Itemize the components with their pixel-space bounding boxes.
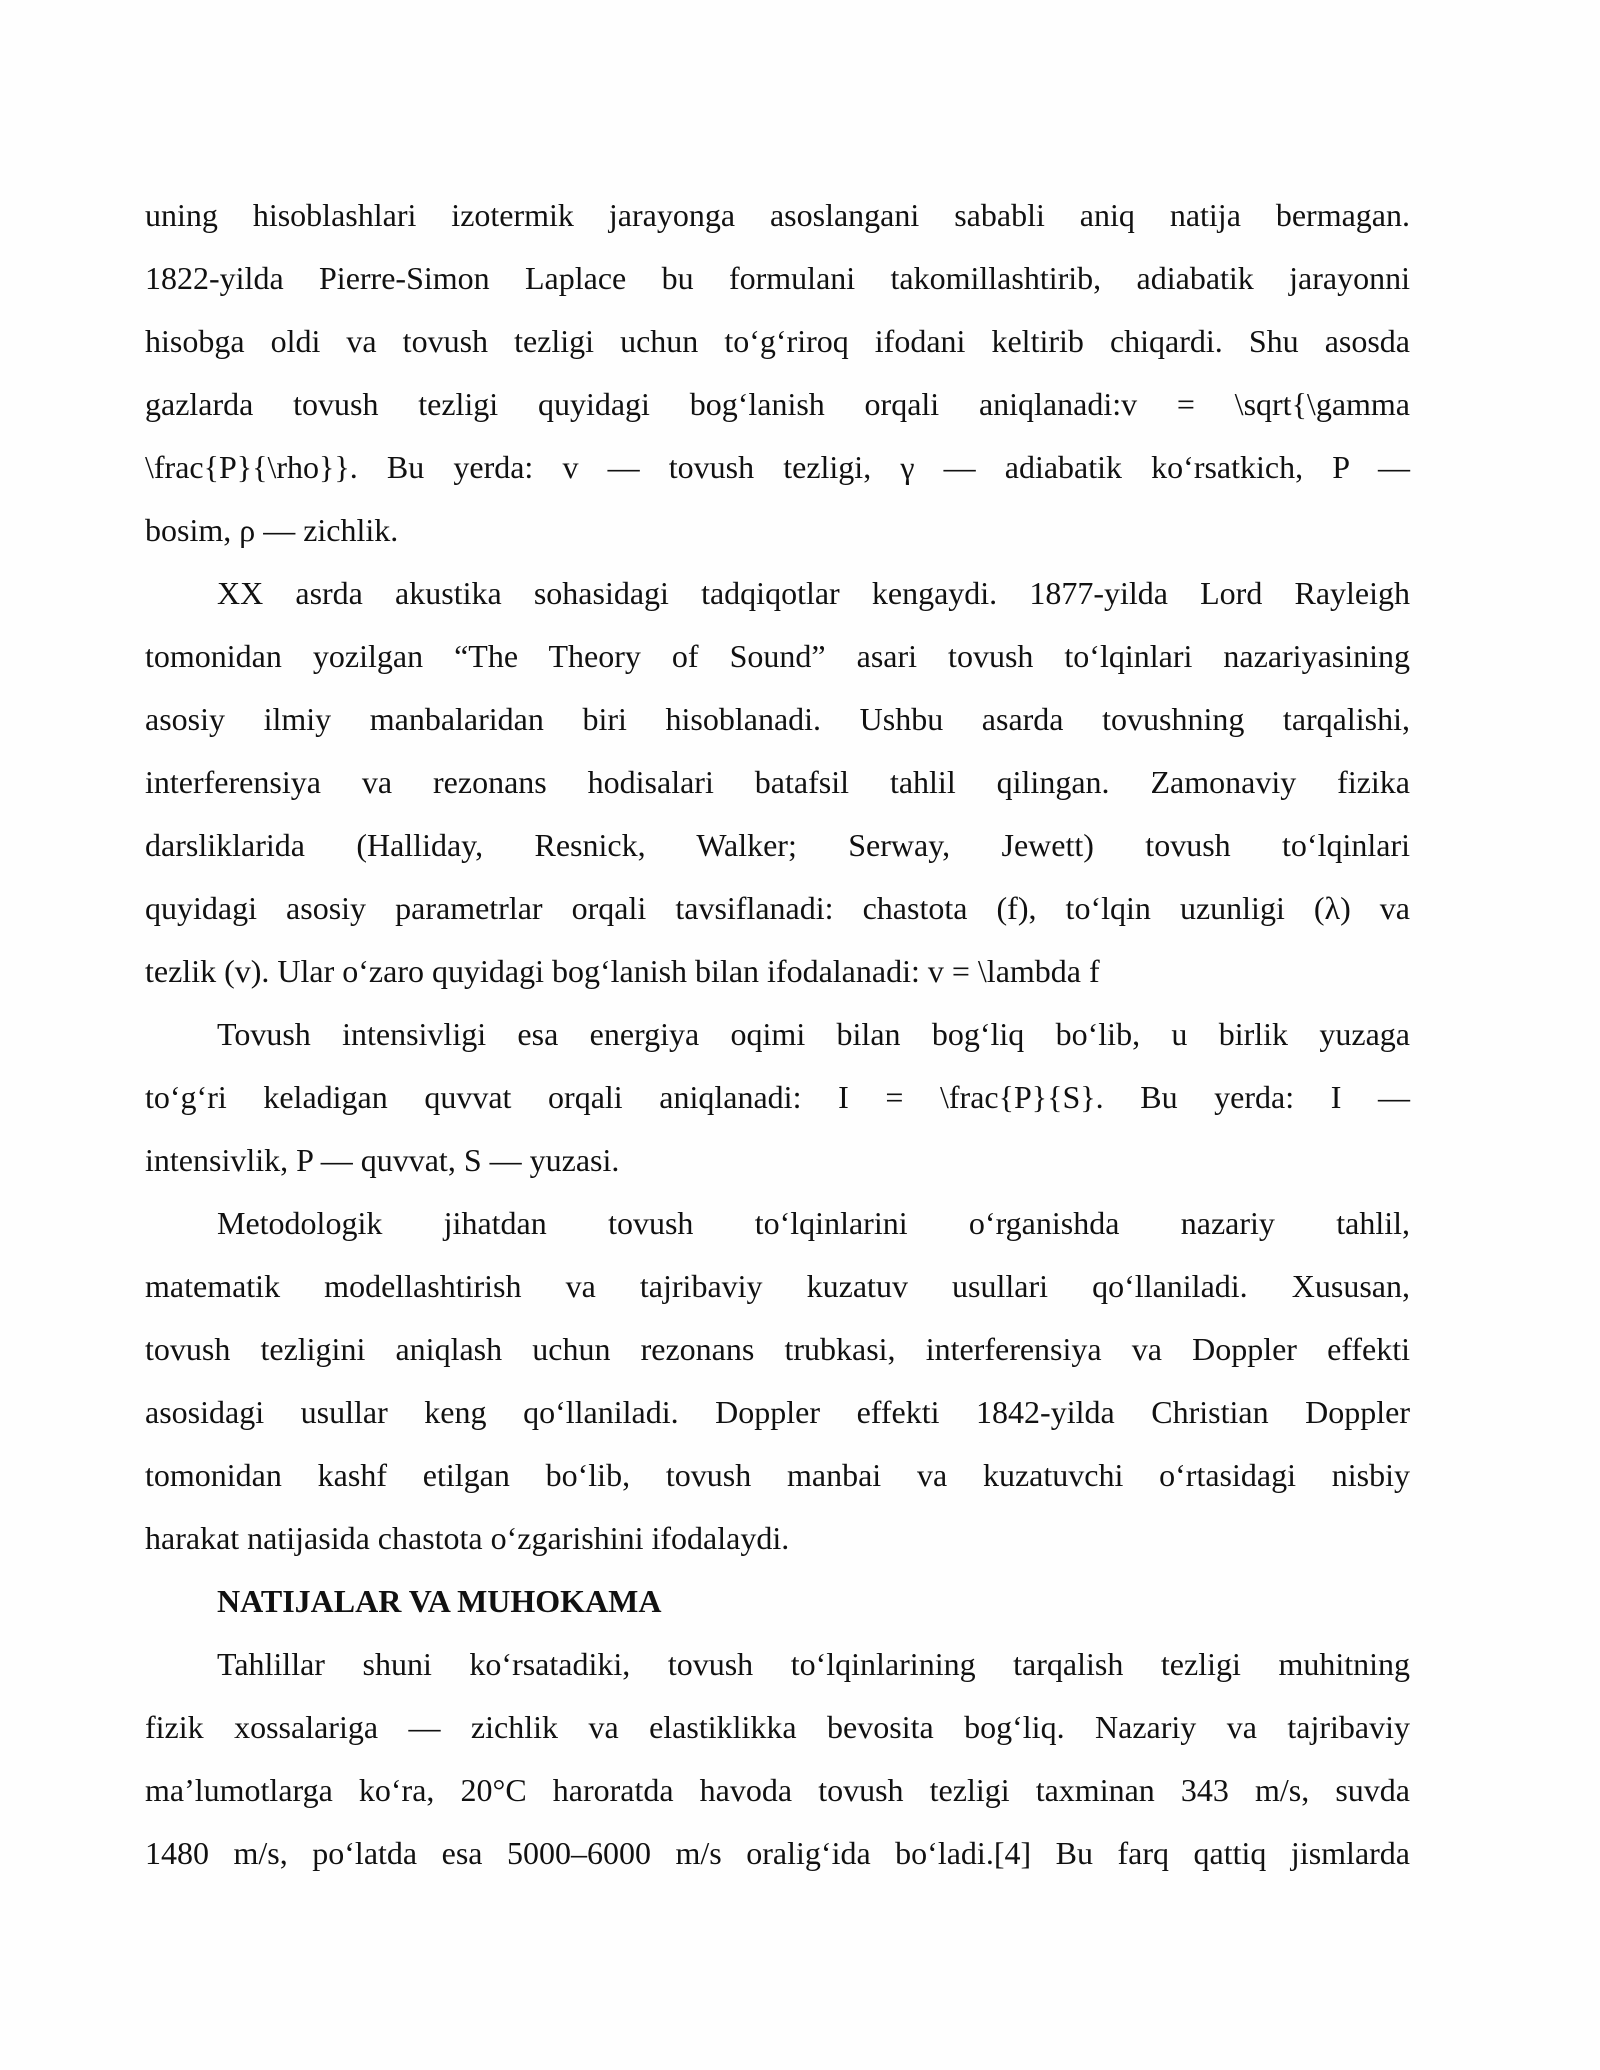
text-line: 1822-yilda Pierre-Simon Laplace bu formulani takomillashtirib, adiabatik jarayonni [145,260,1410,296]
text-line: Tovush intensivligi esa energiya oqimi bilan bog‘liq bo‘lib, u birlik yuzaga [217,1016,1410,1052]
text-line: tomonidan yozilgan “The Theory of Sound” asari tovush to‘lqinlari nazariyasining [145,638,1410,674]
section-heading: NATIJALAR VA MUHOKAMA [217,1583,662,1619]
text-line: uning hisoblashlari izotermik jarayonga asoslangani sababli aniq natija bermagan. [145,197,1410,233]
text-line: harakat natijasida chastota o‘zgarishini ifodalaydi. [145,1520,790,1556]
text-line: fizik xossalariga — zichlik va elastiklikka bevosita bog‘liq. Nazariy va tajribaviy [145,1709,1410,1745]
text-line: to‘g‘ri keladigan quvvat orqali aniqlanadi: I = \frac{P}{S}. Bu yerda: I — [145,1079,1410,1115]
text-line: asosiy ilmiy manbalaridan biri hisoblanadi. Ushbu asarda tovushning tarqalishi, [145,701,1410,737]
text-line: \frac{P}{\rho}}. Bu yerda: v — tovush tezligi, γ — adiabatik ko‘rsatkich, P — [145,449,1410,485]
text-line: darsliklarida (Halliday, Resnick, Walker; Serway, Jewett) tovush to‘lqinlari [145,827,1410,863]
text-line: asosidagi usullar keng qo‘llaniladi. Doppler effekti 1842-yilda Christian Doppler [145,1394,1410,1430]
page-text [145,184,1410,1885]
text-line: XX asrda akustika sohasidagi tadqiqotlar kengaydi. 1877-yilda Lord Rayleigh [217,575,1410,611]
text-line: interferensiya va rezonans hodisalari batafsil tahlil qilingan. Zamonaviy fizika [145,764,1410,800]
text-line: hisobga oldi va tovush tezligi uchun to‘g‘riroq ifodani keltirib chiqardi. Shu asosda [145,323,1410,359]
text-line: matematik modellashtirish va tajribaviy kuzatuv usullari qo‘llaniladi. Xususan, [145,1268,1410,1304]
text-line: bosim, ρ — zichlik. [145,512,399,548]
text-line: 1480 m/s, po‘latda esa 5000–6000 m/s oralig‘ida bo‘ladi.[4] Bu farq qattiq jismlarda [145,1835,1410,1871]
text-line: tomonidan kashf etilgan bo‘lib, tovush manbai va kuzatuvchi o‘rtasidagi nisbiy [145,1457,1410,1493]
text-line: gazlarda tovush tezligi quyidagi bog‘lanish orqali aniqlanadi:v = \sqrt{\gamma [145,386,1410,422]
text-line: Tahlillar shuni ko‘rsatadiki, tovush to‘lqinlarining tarqalish tezligi muhitning [217,1646,1410,1682]
text-line: tezlik (v). Ular o‘zaro quyidagi bog‘lanish bilan ifodalanadi: v = \lambda f [145,953,1100,989]
text-line: quyidagi asosiy parametrlar orqali tavsiflanadi: chastota (f), to‘lqin uzunligi (λ) va [145,890,1410,926]
text-line: tovush tezligini aniqlash uchun rezonans trubkasi, interferensiya va Doppler effekti [145,1331,1410,1367]
text-line: intensivlik, P — quvvat, S — yuzasi. [145,1142,620,1178]
text-line: Metodologik jihatdan tovush to‘lqinlarini o‘rganishda nazariy tahlil, [217,1205,1410,1241]
text-line: ma’lumotlarga ko‘ra, 20°C haroratda havoda tovush tezligi taxminan 343 m/s, suvda [145,1772,1410,1808]
